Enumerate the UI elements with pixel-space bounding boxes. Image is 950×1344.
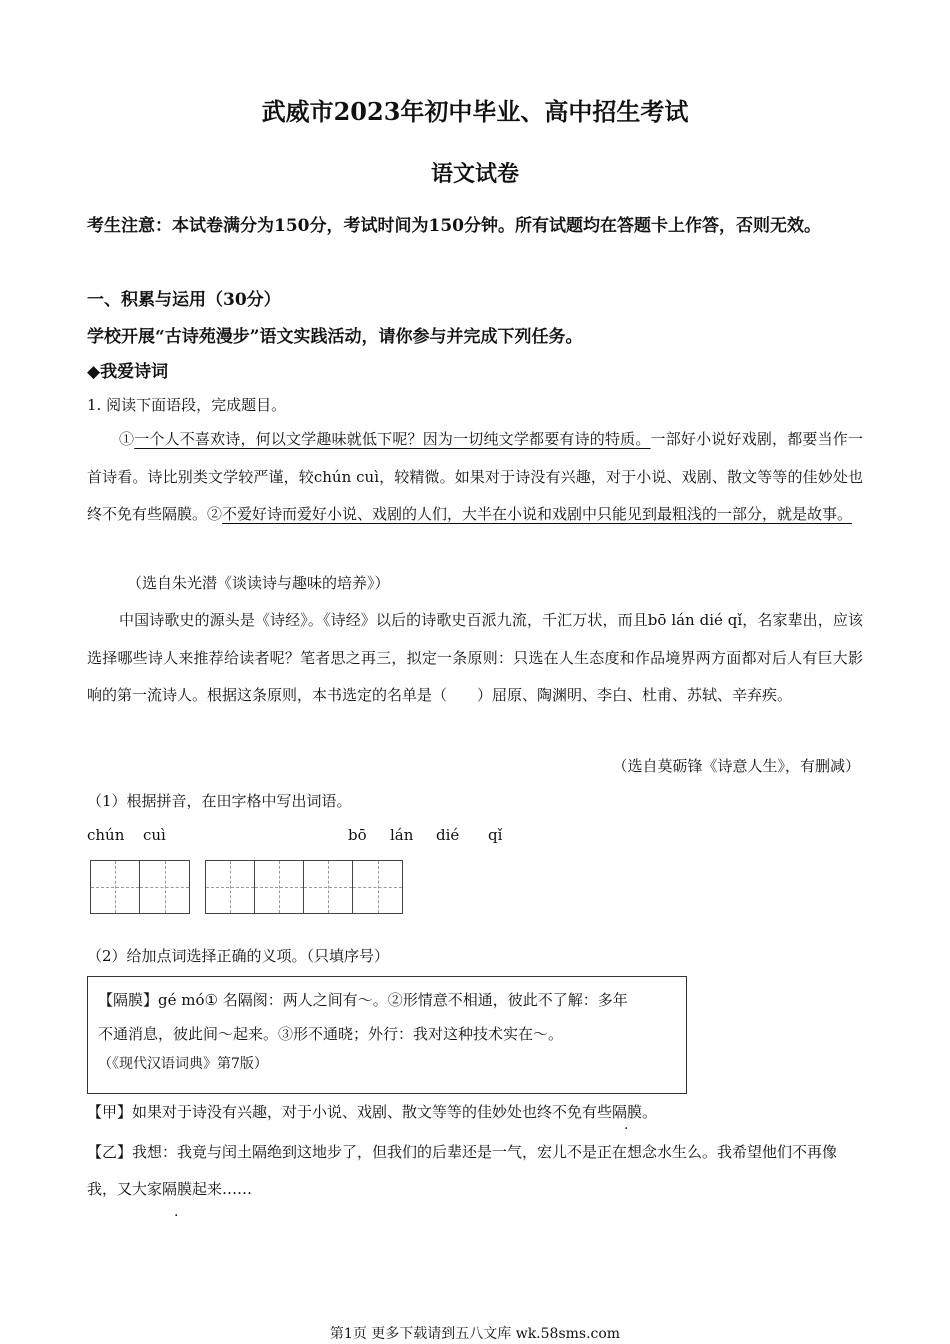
example-yi [87,1134,863,1208]
example-jia-end: 。 [642,1103,658,1121]
pinyin-qi: qǐ [488,826,503,844]
example-jia-text: 【甲】如果对于诗没有兴趣，对于小说、戏剧、散文等等的佳妙处也终不免有些 [87,1103,613,1121]
sub-question-1: （1）根据拼音，在田字格中写出词语。 [87,792,352,810]
grid-cell[interactable] [140,861,189,913]
passage-1-source: （选自朱光潜《谈读诗与趣味的培养》） [127,574,390,592]
grid-cell[interactable] [353,861,402,913]
exam-subtitle: 语文试卷 [430,161,519,187]
exam-notice: 考生注意：本试卷满分为150分，考试时间为150分钟。所有试题均在答题卡上作答，否则无效。 [87,216,821,236]
sub-question-2: （2）给加点词选择正确的义项。（只填序号） [87,947,390,965]
task-heading: ◆我爱诗词 [87,362,169,382]
pinyin-chun: chún [87,826,125,844]
passage-1 [87,421,863,534]
passage-2: 中国诗歌史的源头是《诗经》。《诗经》以后的诗歌史百派九流，千汇万状，而且bō lán dié qǐ，名家辈出，应该选择哪些诗人来推荐给读者呢？笔者思之再三，拟定一条原则：只选在人生态度和作品境界两方面都对后人有巨大影响的第一流诗人。根据这条原则，本书选定的名单是（ ）屈原、陶渊明、李白、杜甫、苏轼、辛弃疾。 [87,611,863,704]
passage-1-text: 一部好小说好戏剧，都要当作一首诗看。诗比别类文学较严谨，较chún cuì，较精微。如果对于诗没有兴趣，对于小说、戏剧、散文等等的佳妙处也终不免有些隔膜。 [87,430,863,523]
section-heading: 一、积累与运用（30分） [87,290,281,310]
activity-intro: 学校开展“古诗苑漫步”语文实践活动，请你参与并完成下列任务。 [87,327,583,347]
grid-cell[interactable] [304,861,353,913]
marker-2: ② [207,505,223,523]
tianzige-grid-2[interactable] [90,860,190,914]
underlined-sentence-1: 一个人不喜欢诗，何以文学趣味就低下呢？因为一切纯文学都要有诗的特质。 [134,430,651,448]
tianzige-grid-4[interactable] [205,860,403,914]
example-jia [87,1101,657,1122]
dotted-word-jia: 隔膜 [612,1103,643,1121]
dotted-word-yi: 隔膜 [162,1180,193,1198]
example-yi-text: 【乙】我想：我竟与闰土隔绝到这地步了，但我们的后辈还是一气，宏儿不是正在想念水生么。我希望他们不再像我，又大家 [87,1143,838,1198]
example-yi-end: 起来…… [192,1180,253,1198]
definition-line-1: 【隔膜】gé mó① 名隔阂：两人之间有～。②形情意不相通，彼此不了解：多年 [98,991,628,1009]
dictionary-definition-box [87,976,687,1094]
page-footer: 第1页 更多下载请到五八文库 wk.58sms.com [329,1326,621,1342]
pinyin-bo: bō [348,826,367,844]
exam-title: 武威市2023年初中毕业、高中招生考试 [261,97,689,126]
grid-cell[interactable] [91,861,140,913]
grid-cell[interactable] [255,861,304,913]
marker-1: ① [119,430,135,448]
question-1: 1. 阅读下面语段，完成题目。 [87,396,287,414]
pinyin-cui: cuì [143,826,166,844]
pinyin-die: dié [436,826,460,844]
passage-2-source: （选自莫砺锋《诗意人生》，有删减） [612,757,860,775]
definition-line-2: 不通消息，彼此间～起来。③形不通晓；外行：我对这种技术实在～。 [98,1025,564,1043]
grid-cell[interactable] [206,861,255,913]
pinyin-lan: lán [390,826,414,844]
definition-source: （《现代汉语词典》第7版） [98,1056,268,1072]
underlined-sentence-2: 不爱好诗而爱好小说、戏剧的人们，大半在小说和戏剧中只能见到最粗浅的一部分，就是故事。 [222,505,853,523]
